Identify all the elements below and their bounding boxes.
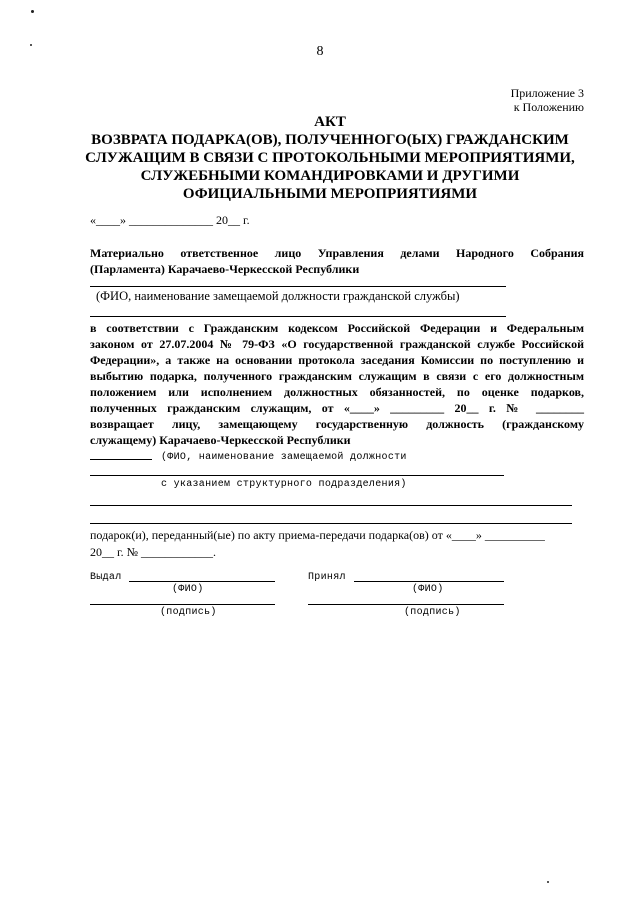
body-paragraph (90, 320, 584, 448)
scan-speck (547, 881, 549, 883)
received-signature-line (308, 604, 504, 605)
title-line-3: СЛУЖАЩИМ В СВЯЗИ С ПРОТОКОЛЬНЫМИ МЕРОПРИЯТИЯМИ, (85, 150, 575, 166)
title-line-2: ВОЗВРАТА ПОДАРКА(ОВ), ПОЛУЧЕННОГО(ЫХ) ГРАЖДАНСКИМ (91, 132, 569, 148)
title-line-5: ОФИЦИАЛЬНЫМИ МЕРОПРИЯТИЯМИ (182, 186, 478, 202)
fill-line (90, 505, 572, 506)
fill-line (90, 286, 506, 287)
responsible-person (90, 245, 584, 277)
issued-fio-caption: (ФИО) (172, 584, 204, 595)
received-fio-line (354, 581, 504, 582)
issued-signature-caption: (подпись) (160, 607, 217, 618)
issued-fio-line (129, 581, 275, 582)
date-line: «____» ______________ 20__ г. (90, 213, 250, 227)
gift-line-1: подарок(и), переданный(ые) по акту приема-передачи подарка(ов) от «____» __________ (90, 528, 545, 542)
page-number: 8 (316, 44, 324, 59)
body-line-5: положением или исполнением должностных обязанностей, по оценке подарков, (90, 385, 584, 399)
received-fio-caption: (ФИО) (412, 584, 444, 595)
responsible-line-2: (Парламента) Карачаево-Черкесской Республики (90, 262, 360, 276)
gift-transfer (90, 527, 586, 561)
fio-caption-1: (ФИО, наименование замещаемой должности гражданской службы) (96, 289, 460, 303)
scan-speck (31, 10, 34, 13)
appendix-line-2: к Положению (513, 100, 584, 114)
body-line-4: выбытию подарка, полученного гражданским служащим в связи с его должностным (90, 369, 584, 383)
received-label: Принял (308, 572, 346, 583)
appendix-label (511, 86, 584, 114)
body-line-2: законом от 27.07.2004 № 79-ФЗ «О государственной гражданской службе Российской (90, 337, 584, 351)
body-line-8: служащему) Карачаево-Черкесской Республики (90, 433, 351, 447)
responsible-line-1: Материально ответственное лицо Управления делами Народного Собрания (90, 246, 584, 260)
issued-label: Выдал (90, 572, 122, 583)
gift-line-2: 20__ г. № ____________. (90, 545, 217, 559)
body-line-7: возвращает лицу, замещающему государственную должность (гражданскому (90, 417, 584, 431)
appendix-line-1: Приложение 3 (510, 86, 584, 100)
body-line-1: в соответствии с Гражданским кодексом Российской Федерации и Федеральным (90, 321, 584, 335)
fio-caption-2: (ФИО, наименование замещаемой должности (161, 452, 407, 463)
title-line-4: СЛУЖЕБНЫМИ КОМАНДИРОВКАМИ И ДРУГИМИ (140, 168, 520, 184)
fill-line (90, 459, 152, 460)
fill-line (90, 316, 506, 317)
title-line-1: АКТ (314, 114, 346, 130)
fill-line (90, 475, 504, 476)
body-line-6: полученных гражданским служащим, от «____» _________ 20__ г. № ________ (90, 401, 584, 415)
document-title (70, 113, 590, 203)
fill-line (90, 523, 572, 524)
issued-signature-line (90, 604, 275, 605)
fio-caption-3: с указанием структурного подразделения) (161, 479, 407, 490)
received-signature-caption: (подпись) (404, 607, 461, 618)
body-line-3: Федерации», а также на основании протокола заседания Комиссии по поступлению и (90, 353, 584, 367)
